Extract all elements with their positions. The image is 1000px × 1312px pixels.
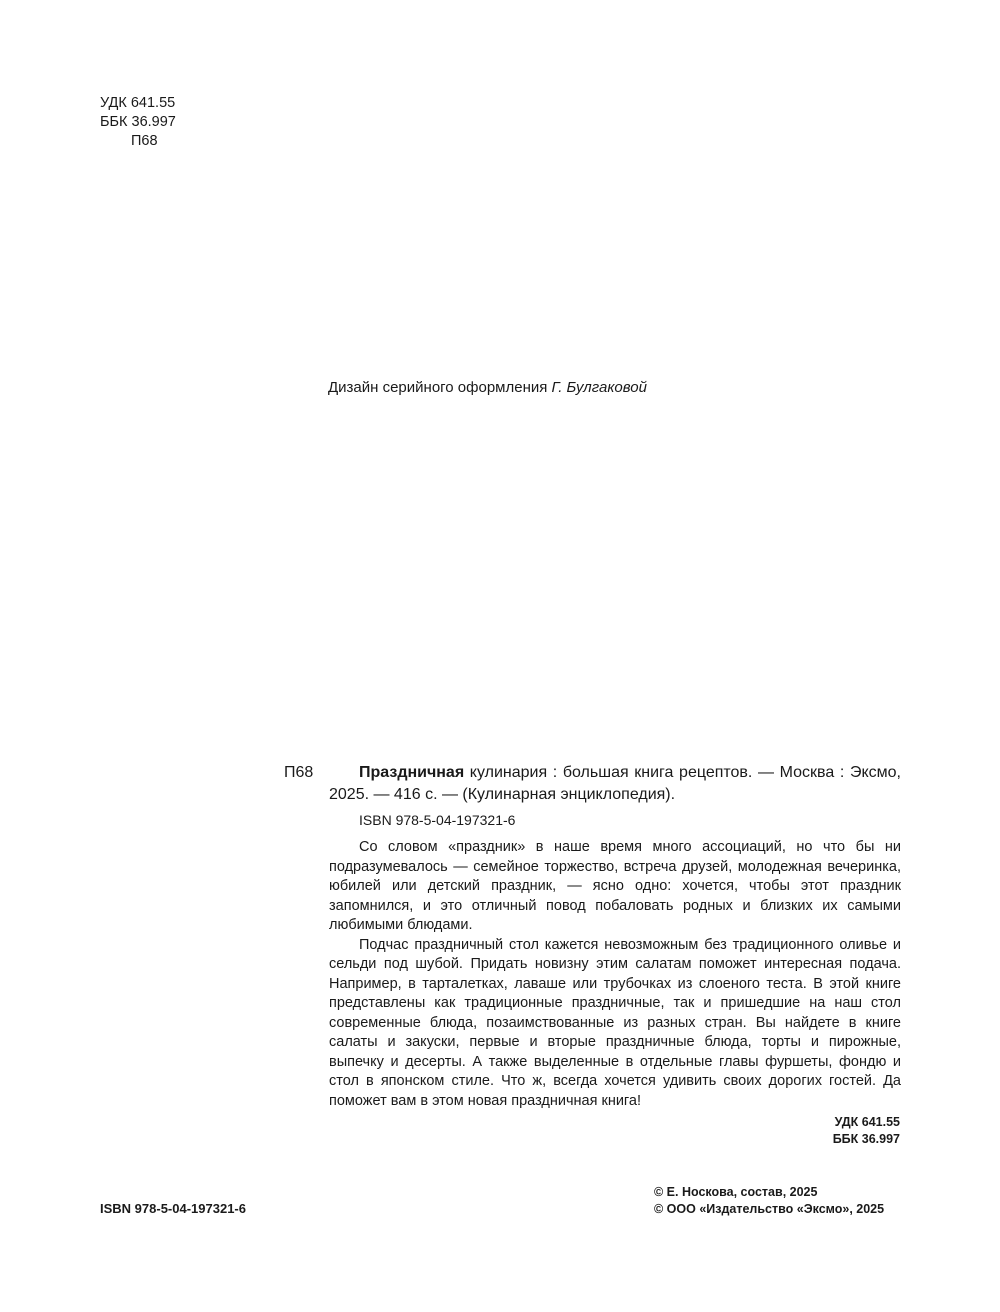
catalog-bbk: ББК 36.997 <box>832 1132 900 1146</box>
catalog-isbn: ISBN 978-5-04-197321-6 <box>359 812 516 828</box>
catalog-classification <box>833 1114 900 1148</box>
header-bbk: ББК 36.997 <box>100 114 176 130</box>
bibliographic-description <box>329 762 901 806</box>
annotation-paragraph: Со словом «праздник» в наше время много ассоциаций, но что бы ни подразумевалось — семейное торжество, встреча друзей, молодежная вечеринка, юбилей или детский праздник, — ясно одно: хочется, чтобы этот праздник запомнился, и это отличный повод побаловать родных и близких их самыми любимыми блюдами. <box>329 839 901 933</box>
catalog-author-mark: П68 <box>284 764 314 781</box>
copyright-block <box>654 1184 884 1218</box>
annotation <box>329 838 901 1111</box>
header-udk: УДК 641.55 <box>100 95 176 111</box>
header-author-mark: П68 <box>131 133 158 149</box>
design-credit <box>328 378 647 398</box>
copyright-compiler: © Е. Носкова, состав, 2025 <box>654 1185 818 1199</box>
designer-name: Г. Булгаковой <box>551 379 647 396</box>
book-description: кулинария : большая книга рецептов. — Москва : Эксмо, 2025. — 416 с. — (Кулинарная энциклопедия). <box>329 764 901 803</box>
catalog-udk: УДК 641.55 <box>834 1115 900 1129</box>
design-credit-label: Дизайн серийного оформления <box>328 379 552 396</box>
header-classification <box>100 94 176 151</box>
copyright-publisher: © ООО «Издательство «Эксмо», 2025 <box>654 1202 885 1216</box>
book-title: Праздничная <box>359 764 465 781</box>
annotation-paragraph: Подчас праздничный стол кажется невозможным без традиционного оливье и сельди под шубой. Придать новизну этим салатам поможет интересная подача. Например, в тарталетках, лаваше или трубочках из слоеного теста. В этой книге представлены как традиционные праздничные, так и пришедшие на наш стол современные блюда, позаимствованные из разных стран. Вы найдете в книге салаты и закуски, первые и вторые праздничные блюда, торты и пирожные, выпечку и десерты. А также выделенные в отдельные главы фуршеты, фондю и стол в японском стиле. Что ж, всегда хочется удивить своих дорогих гостей. Да поможет вам в этом новая праздничная книга! <box>329 936 901 1109</box>
footer-isbn: ISBN 978-5-04-197321-6 <box>100 1201 246 1216</box>
